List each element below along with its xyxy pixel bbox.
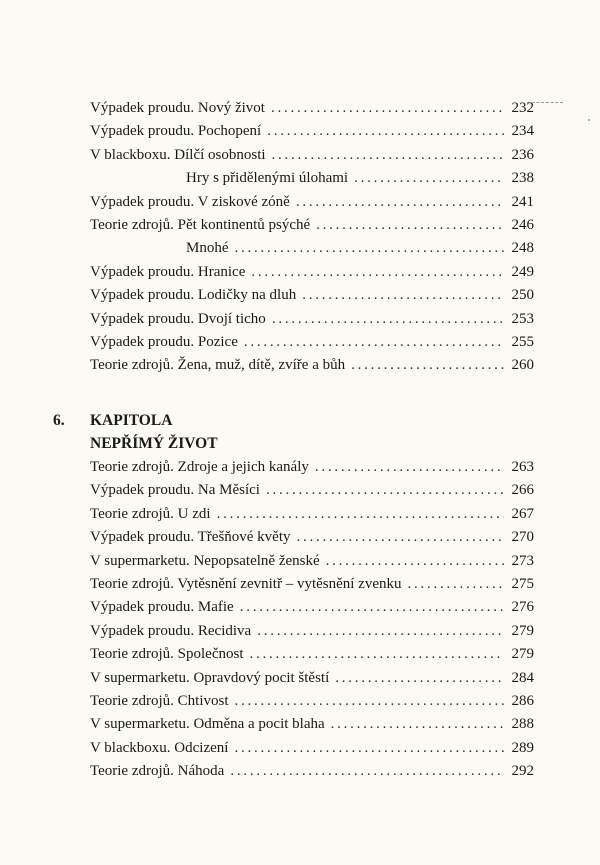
toc-entry: [90, 331, 534, 354]
toc-entry-page: 238: [511, 170, 534, 187]
dot-leader: [267, 120, 504, 143]
toc-entry-page: 276: [511, 599, 534, 616]
chapter-number: 6.: [53, 412, 65, 429]
toc-entry-title: Teorie zdrojů. U zdi: [90, 505, 211, 522]
dot-leader: [257, 620, 504, 643]
toc-entry-page: 275: [511, 575, 534, 592]
toc-entry: [90, 526, 534, 549]
toc-entry-page: 234: [511, 123, 534, 140]
dot-leader: [266, 479, 504, 502]
toc-entry-title: Výpadek proudu. Pozice: [90, 333, 238, 350]
dot-leader: [351, 354, 504, 377]
toc-entry-title: Výpadek proudu. Nový život: [90, 100, 265, 116]
toc-entry: [90, 667, 534, 690]
toc-entry: [90, 144, 534, 167]
toc-entry: [90, 643, 534, 666]
toc-entry-title: Hry s přidělenými úlohami: [186, 170, 349, 187]
dot-leader: [230, 760, 504, 783]
toc-entry-title: V blackboxu. Dílčí osobnosti: [90, 146, 266, 163]
dot-leader: [234, 737, 504, 760]
chapter-label: KAPITOLA: [90, 412, 173, 429]
toc-entry-title: Teorie zdrojů. Náhoda: [90, 763, 225, 780]
toc-entry: [90, 550, 534, 573]
toc-entry-page: 260: [511, 357, 534, 374]
toc-entry-page: 263: [511, 459, 534, 475]
dot-leader: [272, 144, 504, 167]
dot-leader: [271, 97, 504, 120]
dot-leader: [250, 643, 505, 666]
dot-leader: [272, 308, 504, 331]
toc-entry-title: Teorie zdrojů. Chtivost: [90, 692, 229, 709]
dot-leader: [251, 261, 504, 284]
toc-entry-page: 284: [511, 669, 534, 686]
toc-entry-page: 241: [511, 193, 534, 210]
toc-entry: [90, 479, 534, 502]
toc-entry-page: 279: [511, 646, 534, 663]
dot-leader: [235, 237, 505, 260]
dot-leader: [408, 573, 505, 596]
dot-leader: [244, 331, 504, 354]
chapter-title: NEPŘÍMÝ ŽIVOT: [90, 435, 218, 452]
toc-entry-page: 286: [511, 692, 534, 709]
toc-entry: [90, 760, 534, 783]
toc-entry: [90, 214, 534, 237]
toc-entry-title: V supermarketu. Nepopsatelně ženské: [90, 552, 320, 569]
toc-entry-title: Teorie zdrojů. Pět kontinentů psýché: [90, 216, 311, 233]
toc-entry-page: 236: [511, 146, 534, 163]
toc-entry-page: 248: [511, 240, 534, 257]
toc-entry-title: Výpadek proudu. Lodičky na dluh: [90, 287, 297, 304]
chapter-heading: [53, 409, 218, 455]
toc-entry: [90, 690, 534, 713]
toc-entry: [90, 573, 534, 596]
dot-leader: [354, 167, 504, 190]
toc-entry-page: 273: [511, 552, 534, 569]
toc-entry-page: 253: [511, 310, 534, 327]
toc-entry: [90, 354, 534, 377]
toc-entry: [90, 284, 534, 307]
toc-entry-page: 292: [511, 763, 534, 780]
toc-entry-page: 246: [511, 216, 534, 233]
toc-entry-title: V supermarketu. Odměna a pocit blaha: [90, 716, 325, 733]
toc-entry-title: Výpadek proudu. Na Měsíci: [90, 482, 260, 499]
dot-leader: [297, 526, 504, 549]
toc-entry-page: 250: [511, 287, 534, 304]
dot-leader: [240, 596, 504, 619]
toc-entry-title: Výpadek proudu. Hranice: [90, 263, 246, 280]
toc-entry-page: 249: [511, 263, 534, 280]
toc-entry-title: Teorie zdrojů. Žena, muž, dítě, zvíře a bůh: [90, 357, 346, 374]
toc-entry: [90, 191, 534, 214]
dot-leader: [335, 667, 504, 690]
toc-entry: [90, 308, 534, 331]
toc-entry-title: Výpadek proudu. Dvojí ticho: [90, 310, 266, 327]
dot-leader: [296, 191, 504, 214]
toc-entry: [90, 620, 534, 643]
toc-entry: [90, 713, 534, 736]
toc-entry-page: 267: [511, 505, 534, 522]
dot-leader: [315, 456, 504, 479]
toc-section-2: [90, 456, 534, 783]
dot-leader: [331, 713, 504, 736]
toc-entry: [90, 120, 534, 143]
dot-leader: [316, 214, 504, 237]
toc-entry-page: 266: [511, 482, 534, 499]
toc-entry-page: 288: [511, 716, 534, 733]
toc-entry-page: 289: [511, 739, 534, 756]
toc-entry: [90, 596, 534, 619]
dot-leader: [217, 503, 504, 526]
scan-dot: [588, 119, 590, 121]
toc-entry-page: 270: [511, 529, 534, 546]
toc-entry: [90, 737, 534, 760]
dot-leader: [302, 284, 504, 307]
dot-leader: [235, 690, 504, 713]
toc-entry-title: Výpadek proudu. V ziskové zóně: [90, 193, 290, 210]
toc-entry-title: Výpadek proudu. Mafie: [90, 599, 234, 616]
toc-entry-page: 255: [511, 333, 534, 350]
toc-entry-title: V blackboxu. Odcizení: [90, 739, 229, 756]
toc-entry-page: 232: [511, 100, 534, 116]
toc-entry: [90, 97, 534, 120]
toc-entry-title: Teorie zdrojů. Zdroje a jejich kanály: [90, 459, 309, 475]
toc-entry: [90, 456, 534, 479]
toc-entry-title: Mnohé: [186, 240, 229, 257]
toc-section-1: [90, 97, 534, 378]
toc-entry-title: Výpadek proudu. Recidiva: [90, 622, 252, 639]
toc-entry-page: 279: [511, 622, 534, 639]
toc-entry-title: Výpadek proudu. Třešňové květy: [90, 529, 291, 546]
toc-entry-title: Výpadek proudu. Pochopení: [90, 123, 262, 140]
toc-entry-title: Teorie zdrojů. Vytěsnění zevnitř – vytěsnění zvenku: [90, 575, 402, 592]
toc-entry-title: Teorie zdrojů. Společnost: [90, 646, 244, 663]
toc-entry: [90, 261, 534, 284]
toc-entry: [90, 503, 534, 526]
toc-entry: [90, 167, 534, 190]
toc-entry-title: V supermarketu. Opravdový pocit štěstí: [90, 669, 330, 686]
dot-leader: [326, 550, 504, 573]
toc-entry: [90, 237, 534, 260]
